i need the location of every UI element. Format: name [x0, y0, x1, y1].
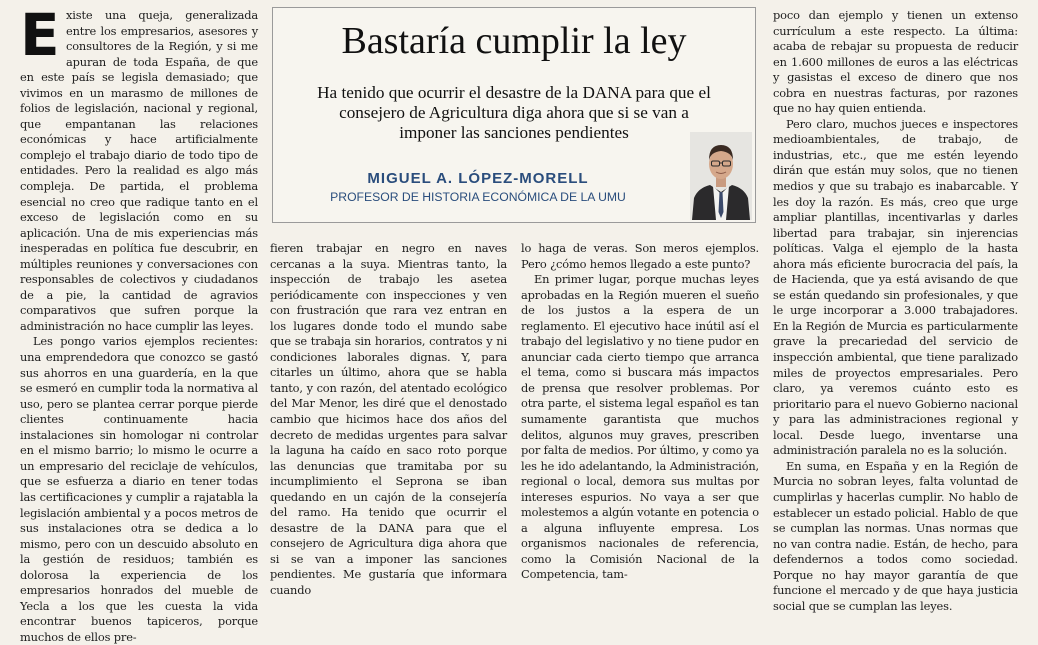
author-photo	[690, 132, 752, 220]
article-column-4	[773, 8, 1018, 613]
headline: Bastaría cumplir la ley	[341, 20, 687, 62]
paragraph: poco dan ejemplo y tienen un extenso currículum a este respecto. La última: acaba de rebajar su propuesta de reducir en 1.600 millones de euros a las eléctricas y gasistas el exceso de dinero que nos cobra en nuestras facturas, por razones que no hay quien entienda.	[773, 8, 1018, 116]
article-column-1	[20, 1, 258, 644]
dropcap: E	[20, 1, 60, 69]
paragraph: En suma, en España y en la Región de Murcia no sobran leyes, falta voluntad de cumplirlas y hacerlas cumplir. No hablo de establecer un estado policial. Hablo de que se cumplan las normas. Unas normas que no van contra nadie. Están, de hecho, para defendernos a todos como sociedad. Porque no hay mayor garantía de que funcione el mercado y de que haya justicia social que se cumplan las leyes.	[773, 458, 1018, 613]
paragraph: Pero claro, muchos jueces e inspectores medioambientales, de trabajo, de industrias, etc., que me estén leyendo dirán que están muy solos, que no tienen medios y que su trabajo es inabarcable. Y les doy la razón. Es más, creo que urge ampliar plantillas, incentivarlas y darles libertad para trabajar, sin injerencias políticas. Valga el ejemplo de la hasta ahora más eficiente burocracia del país, la de Hacienda, que ya está avisando de que se están quedando sin profesionales, y que le urge incorporar a 3.000 trabajadores. En la Región de Murcia es particularmente grave la precariedad del servicio de inspección ambiental, que tiene paralizado miles de proyectos empresariales. Pero claro, ya veremos cuánto esto es prioritario para el nuevo Gobierno nacional y para las administraciones regional y local. Desde luego, inventarse una administración paralela no es la solución.	[773, 116, 1018, 458]
article-column-3	[521, 241, 759, 582]
paragraph: fieren trabajar en negro en naves cercanas a la suya. Mientras tanto, la inspección de trabajo les asetea periódicamente con inspecciones y ven con frustración que rara vez entran en los lugares donde todo el mundo sabe que se trabaja sin horarios, contratos y ni condiciones laborales dignas. Y, para citarles un último, ahora que se habla tanto, y con razón, del atentado ecológico del Mar Menor, les diré que el denostado cambio que hicimos hace dos años del decreto de medidas urgentes para salvar la laguna ha caído en saco roto porque las denuncias que tramitaba por su incumplimiento el Seprona se iban quedando en un cajón de la consejería del ramo. Ha tenido que ocurrir el desastre de la DANA para que el consejero de Agricultura diga ahora que si se van a imponer las sanciones pendientes. Me gustaría que informara cuando	[270, 241, 507, 598]
author-portrait-icon	[690, 132, 752, 220]
author-name: MIGUEL A. LÓPEZ-MORELL	[367, 170, 589, 187]
paragraph: Les pongo varios ejemplos recientes: una emprendedora que conozco se gastó sus ahorros en una guardería, en la que se esmeró en cumplir toda la normativa al uso, pero se plantea cerrar porque pierde clientes continuamente hacia instalaciones sin homologar ni controlar en el mismo barrio; lo mismo le ocurre a un empresario del reciclaje de vehículos, que se esfuerza a diario en tener todas las certificaciones y cumplir a rajatabla la legislación ambiental y a pocos metros de sus instalaciones otra se dedica a lo mismo, pero con un descuido absoluto en la gestión de residuos; también es dolorosa la experiencia de los empresarios honrados del mueble de Yecla a los que les cuesta la vida encontrar buenos tapiceros, porque muchos de ellos pre-	[20, 334, 258, 644]
paragraph: lo haga de veras. Son meros ejemplos. Pero ¿cómo hemos llegado a este punto?	[521, 241, 759, 271]
paragraph: En primer lugar, porque muchas leyes aprobadas en la Región mueren el sueño de los justos a la espera de un reglamento. El ejecutivo hace inútil así el trabajo del legislativo y no tiene pudor en anunciar cada cierto tiempo que arranca el tema, como si buscara más impactos de prensa que resolver problemas. Por otra parte, el sistema legal español es tan sumamente garantista que muchos delitos, algunos muy graves, prescriben por falta de medios. Por último, y como ya les he ido adelantando, la Administración, regional o local, demora sus multas por intereses espurios. No vaya a ser que molestemos a algún votante en potencia o a alguna influyente empresa. Los organismos nacionales de referencia, como la Comisión Nacional de la Competencia, tam-	[521, 272, 759, 582]
headline-box	[272, 7, 756, 223]
article-column-2	[270, 241, 507, 598]
author-role: PROFESOR DE HISTORIA ECONÓMICA DE LA UMU	[330, 190, 626, 204]
paragraph: xiste una queja, generalizada entre los empresarios, asesores y consultores de la Región, y si me apuran de toda España, de que en este país se legisla demasiado; que vivimos en un marasmo de millones de folios de legislación, nacional y regional, que empantanan las relaciones económicas y hace artificialmente complejo el trabajo diario de todo tipo de entidades. Pero la realidad es algo más compleja. De partida, el problema esencial no creo que radique tanto en el exceso de legislación como en su aplicación. Una de mis experiencias más inesperadas en política fue descubrir, en múltiples reuniones y conversaciones con responsables de colectivos y ciudadanos de a pie, la cantidad de agravios comparativos que sufren porque la administración no hace cumplir las leyes.	[20, 8, 258, 333]
deck: Ha tenido que ocurrir el desastre de la DANA para que el consejero de Agricultura diga ahora que si se van a imponer las sanciones pendientes	[317, 83, 711, 142]
